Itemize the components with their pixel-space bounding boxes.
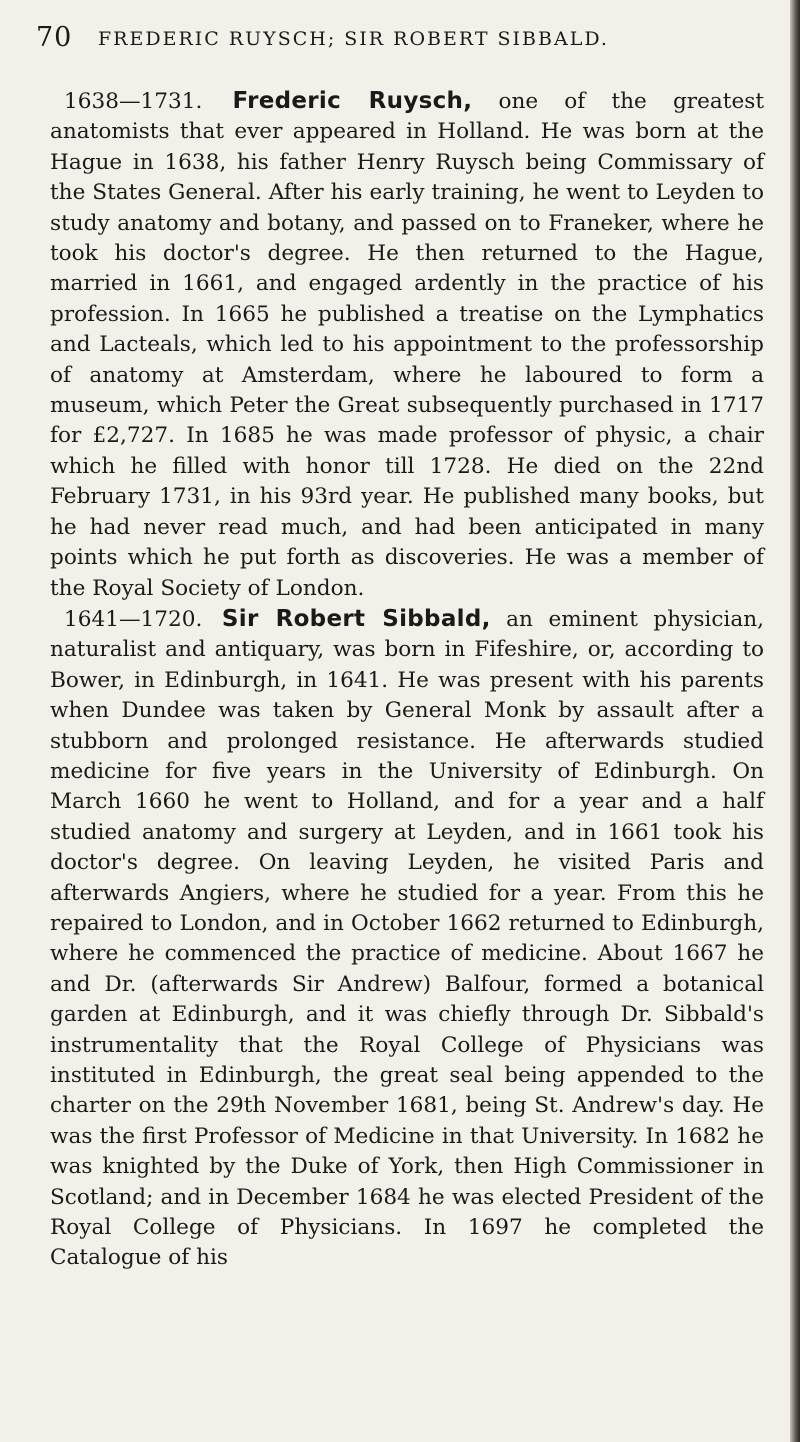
page-number: 70 [36, 22, 73, 53]
entry-name: Sir Robert Sibbald, [221, 605, 491, 632]
page-edge-shadow [790, 0, 800, 1442]
entry-sibbald [50, 604, 764, 1274]
running-head: FREDERIC RUYSCH; SIR ROBERT SIBBALD. [98, 28, 609, 50]
entry-ruysch [50, 86, 764, 604]
entry-text: one of the greatest anatomists that ever appeared in Holland. He was born at the Hague in 1638, his father Henry Ruysch being Commissary of the States General. After his early training, he went to Leyden to study anatomy and botany, and passed on to Franeker, where he took his doctor's degree. He then returned to the Hague, married in 1661, and engaged ardently in the practice of his profession. In 1665 he published a treatise on the Lymphatics and Lacteals, which led to his appointment to the professorship of anatomy at Amsterdam, where he laboured to form a museum, which Peter the Great subsequently purchased in 1717 for £2,727. In 1685 he was made professor of physic, a chair which he filled with honor till 1728. He died on the 22nd February 1731, in his 93rd year. He published many books, but he had never read much, and had been anticipated in many points which he put forth as discoveries. He was a member of the Royal Society of London. [50, 89, 764, 601]
page-body [50, 86, 764, 1274]
entry-text: an eminent physician, naturalist and antiquary, was born in Fifeshire, or, according to Bower, in Edinburgh, in 1641. He was present with his parents when Dundee was taken by General Monk by assault after a stubborn and prolonged resistance. He afterwards studied medicine for five years in the University of Edinburgh. On March 1660 he went to Holland, and for a year and a half studied anatomy and surgery at Leyden, and in 1661 took his doctor's degree. On leaving Leyden, he visited Paris and afterwards Angiers, where he studied for a year. From this he repaired to London, and in October 1662 returned to Edinburgh, where he commenced the practice of medicine. About 1667 he and Dr. (afterwards Sir Andrew) Balfour, formed a botanical garden at Edinburgh, and it was chiefly through Dr. Sibbald's instrumentality that the Royal College of Physicians was instituted in Edinburgh, the great seal being appended to the charter on the 29th November 1681, being St. Andrew's day. He was the first Professor of Medicine in that University. In 1682 he was knighted by the Duke of York, then High Commissioner in Scotland; and in December 1684 he was elected President of the Royal College of Physicians. In 1697 he completed the Catalogue of his [50, 606, 764, 1271]
page-header [36, 22, 756, 58]
entry-years: 1638—1731. [64, 89, 203, 114]
entry-name: Frederic Ruysch, [232, 88, 473, 114]
entry-years: 1641—1720. [64, 606, 203, 632]
